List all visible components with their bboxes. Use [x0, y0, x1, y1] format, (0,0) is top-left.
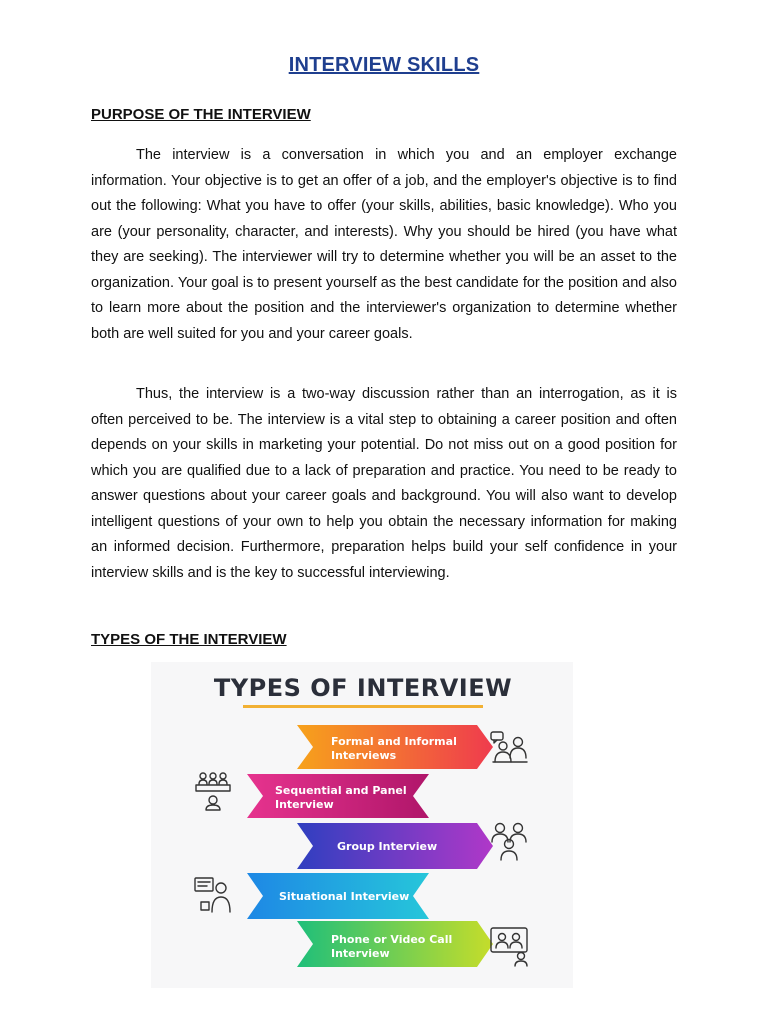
types-of-interview-infographic [151, 662, 573, 988]
infographic-title-underline [243, 705, 483, 708]
document-title: INTERVIEW SKILLS [288, 54, 480, 76]
label-situational: Situational Interview [279, 890, 410, 903]
label-group: Group Interview [337, 840, 438, 853]
section-heading-types: TYPES OF THE INTERVIEW [91, 631, 287, 648]
label-phone-video-2: Interview [331, 947, 390, 960]
chat-people-icon [491, 732, 527, 762]
infographic-title: TYPES OF INTERVIEW [213, 674, 513, 702]
group-icon [492, 824, 526, 861]
section-heading-purpose: PURPOSE OF THE INTERVIEW [91, 106, 311, 123]
paragraph-purpose-2: Thus, the interview is a two-way discussion rather than an interrogation, as it is often perceived to be. The interview is a vital step to obtaining a career position and often depends on your skills in marketing your potential. Do not miss out on a good position for which you are qualified due to a lack of preparation and practice. You need to be ready to answer questions about your career goals and background. You will also want to develop intelligent questions of your own to help you obtain the necessary information for making an informed decision. Furthermore, preparation helps build your self confidence in your interview skills and is the key to successful interviewing. [91, 386, 677, 581]
label-phone-video-1: Phone or Video Call [331, 933, 453, 946]
video-call-icon [491, 928, 527, 966]
label-sequential-panel-2: Interview [275, 798, 334, 811]
label-formal-informal-2: Interviews [331, 749, 397, 762]
label-formal-informal-1: Formal and Informal [331, 735, 457, 748]
panel-icon [196, 773, 230, 810]
whiteboard-icon [195, 878, 230, 912]
paragraph-purpose-1: The interview is a conversation in which you and an employer exchange information. Your objective is to get an offer of a job, and the employer's objective is to find out the following: What you have to offer (your skills, abilities, basic knowledge). Who you are (your personality, character, and interests). Why you should be hired (you have what they are seeking). The interviewer will try to determine whether you will be an asset to the organization. Your goal is to present yourself as the best candidate for the position and also to learn more about the position and the interviewer's organization to determine whether both are well suited for you and your career goals. [91, 147, 677, 342]
label-sequential-panel-1: Sequential and Panel [275, 784, 407, 797]
